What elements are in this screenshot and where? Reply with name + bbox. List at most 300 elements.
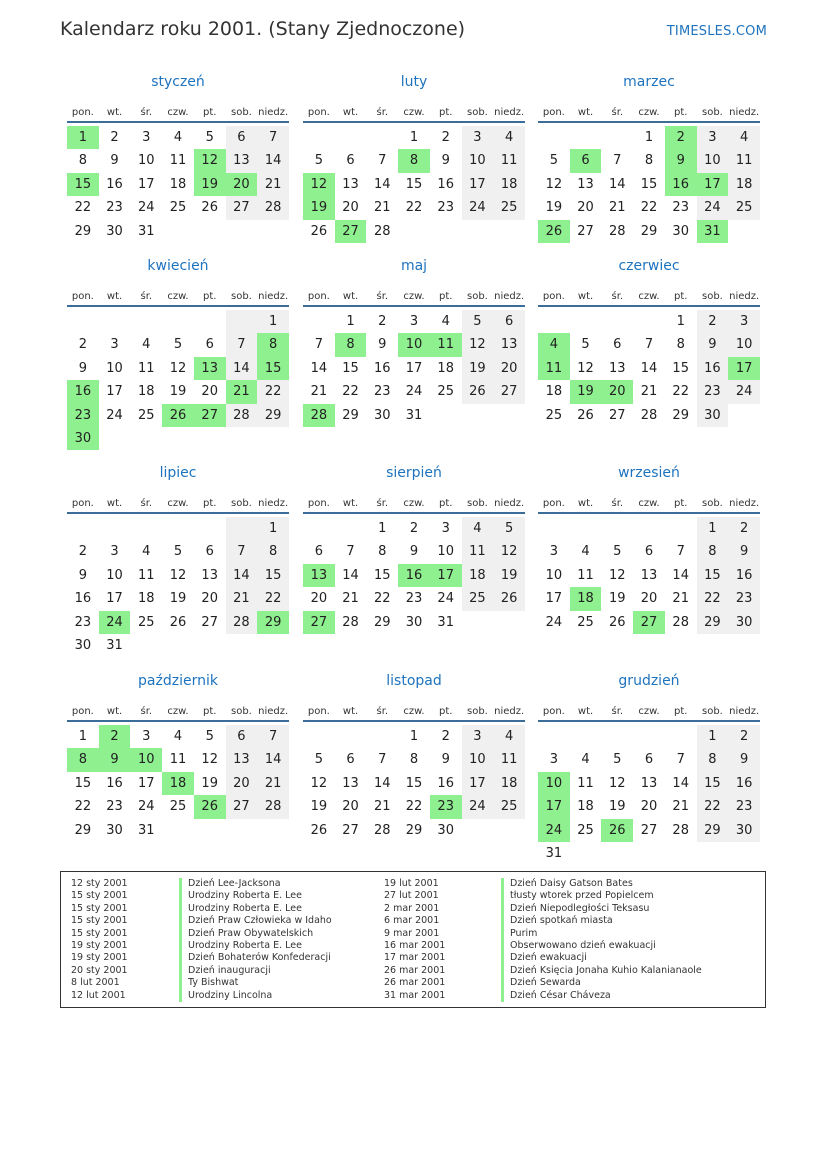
day-cell: 26 [201, 200, 218, 216]
day-cell: 12 [169, 360, 187, 376]
day-cell: 22 [374, 591, 391, 607]
day-cell: 2 [728, 517, 760, 540]
day-cell: 8 [398, 149, 430, 172]
day-cell: 11 [577, 567, 594, 583]
day-cell: 29 [257, 611, 289, 634]
empty-cell [162, 220, 194, 243]
day-cell: 6 [644, 544, 654, 560]
day-cell: 20 [640, 799, 658, 815]
empty-cell [538, 725, 570, 748]
day-cell: 4 [462, 517, 494, 540]
day-cell: 12 [201, 752, 218, 768]
holiday-list [60, 871, 766, 1008]
day-cell: 29 [405, 822, 423, 838]
day-cell: 17 [462, 772, 494, 795]
empty-cell [430, 220, 462, 243]
day-cell: 10 [437, 544, 454, 560]
day-cell: 5 [314, 153, 323, 169]
day-cell: 8 [67, 748, 99, 771]
month-name: marzec [623, 74, 675, 90]
day-cell: 9 [99, 748, 131, 771]
day-cell: 1 [378, 521, 387, 536]
empty-cell [430, 404, 462, 427]
day-cell: 30 [672, 223, 689, 239]
weekday-label: czw. [638, 498, 660, 509]
day-cell: 4 [581, 544, 590, 560]
day-cell: 4 [441, 314, 450, 329]
weekday-label: pon. [71, 498, 94, 509]
day-cell: 18 [570, 587, 602, 610]
day-cell: 29 [697, 819, 729, 842]
day-cell: 8 [409, 752, 419, 768]
empty-cell [601, 310, 633, 333]
day-cell: 17 [697, 173, 729, 196]
day-cell: 6 [644, 752, 654, 768]
day-cell: 16 [398, 564, 430, 587]
day-cell: 3 [110, 337, 119, 353]
holiday-date: 6 mar 2001 [384, 915, 440, 927]
day-cell: 11 [493, 149, 525, 172]
day-cell: 13 [201, 567, 218, 583]
day-cell: 26 [194, 795, 226, 818]
day-cell: 3 [110, 544, 119, 560]
weekday-header [303, 695, 525, 722]
day-cell: 4 [728, 126, 760, 149]
day-cell: 13 [640, 567, 658, 583]
day-cell: 26 [462, 380, 494, 403]
day-cell: 25 [545, 407, 563, 423]
day-cell: 24 [437, 591, 454, 607]
day-cell: 17 [728, 357, 760, 380]
holiday-name: Dzień Praw Człowieka w Idaho [179, 915, 332, 927]
day-cell: 23 [74, 614, 92, 630]
empty-cell [194, 517, 226, 540]
empty-cell [257, 427, 289, 450]
day-cell: 19 [493, 564, 525, 587]
empty-cell [162, 310, 194, 333]
holiday-name: Dzień spotkań miasta [501, 915, 613, 927]
day-cell: 11 [138, 567, 155, 583]
holiday-name: Purim [501, 928, 537, 940]
day-cell: 19 [570, 380, 602, 403]
day-cell: 12 [169, 567, 187, 583]
day-cell: 21 [226, 587, 258, 610]
day-cell: 8 [378, 544, 387, 560]
day-cell: 23 [106, 200, 123, 216]
weekday-label: wt. [577, 107, 594, 118]
empty-cell [303, 725, 335, 748]
day-grid [538, 725, 760, 865]
weekday-label: pon. [71, 107, 94, 118]
day-cell: 19 [169, 591, 187, 607]
day-cell: 16 [665, 173, 697, 196]
holiday-date: 8 lut 2001 [71, 977, 120, 989]
weekday-label: pon. [71, 291, 94, 302]
empty-cell [493, 220, 525, 243]
day-cell: 11 [493, 748, 525, 771]
day-cell: 6 [493, 310, 525, 333]
month-name: kwiecień [147, 258, 209, 274]
month-3 [538, 72, 760, 243]
day-grid [303, 126, 525, 243]
day-cell: 2 [441, 130, 450, 145]
day-cell: 13 [609, 360, 626, 376]
day-cell: 5 [462, 310, 494, 333]
month-8 [303, 463, 525, 634]
day-cell: 16 [697, 357, 729, 380]
brand-link[interactable]: TIMESLES.COM [666, 24, 767, 39]
empty-cell [194, 310, 226, 333]
day-cell: 7 [613, 153, 622, 169]
month-4 [67, 256, 289, 450]
day-cell: 18 [728, 173, 760, 196]
month-name: grudzień [618, 673, 680, 689]
day-cell: 13 [342, 775, 359, 791]
day-cell: 9 [728, 748, 760, 771]
day-cell: 4 [493, 725, 525, 748]
holiday-name: Dzień Niepodległości Teksasu [501, 903, 649, 915]
day-cell: 8 [644, 153, 654, 169]
day-cell: 11 [169, 752, 187, 768]
day-cell: 26 [538, 220, 570, 243]
day-cell: 16 [74, 591, 92, 607]
day-cell: 2 [78, 337, 87, 353]
day-cell: 29 [697, 611, 729, 634]
empty-cell [633, 517, 665, 540]
weekday-label: sob. [230, 291, 252, 302]
day-cell: 22 [257, 587, 289, 610]
day-cell: 22 [697, 587, 729, 610]
month-12 [538, 671, 760, 865]
day-cell: 25 [728, 196, 760, 219]
month-name: lipiec [159, 465, 197, 481]
weekday-label: pt. [673, 291, 688, 302]
day-cell: 9 [78, 360, 87, 376]
day-cell: 2 [110, 130, 119, 145]
empty-cell [665, 725, 697, 748]
day-cell: 19 [201, 775, 218, 791]
weekday-label: sob. [466, 107, 488, 118]
day-cell: 6 [346, 752, 355, 768]
month-9 [538, 463, 760, 634]
day-cell: 1 [409, 130, 419, 145]
weekday-label: śr. [376, 107, 389, 118]
empty-cell [398, 220, 430, 243]
holiday-name: Urodziny Lincolna [179, 990, 272, 1002]
day-cell: 16 [437, 176, 454, 192]
day-cell: 9 [441, 752, 450, 768]
day-cell: 15 [405, 176, 423, 192]
day-grid [538, 126, 760, 243]
day-grid [538, 517, 760, 634]
day-cell: 6 [613, 337, 622, 353]
weekday-label: czw. [638, 107, 660, 118]
weekday-label: pon. [542, 498, 565, 509]
day-cell: 13 [303, 564, 335, 587]
day-cell: 30 [374, 407, 391, 423]
day-cell: 4 [173, 130, 183, 145]
day-cell: 8 [335, 333, 367, 356]
day-cell: 5 [314, 752, 323, 768]
weekday-label: niedz. [258, 291, 289, 302]
day-cell: 23 [430, 795, 462, 818]
day-cell: 22 [342, 384, 359, 400]
day-cell: 15 [672, 360, 689, 376]
day-cell: 12 [303, 173, 335, 196]
day-cell: 17 [462, 173, 494, 196]
weekday-label: wt. [106, 291, 123, 302]
page-title: Kalendarz roku 2001. (Stany Zjednoczone) [60, 18, 466, 40]
empty-cell [462, 611, 494, 634]
weekday-label: śr. [611, 498, 624, 509]
day-cell: 11 [462, 540, 494, 563]
day-cell: 23 [106, 799, 123, 815]
day-cell: 2 [728, 725, 760, 748]
empty-cell [570, 310, 602, 333]
month-11 [303, 671, 525, 842]
day-cell: 22 [405, 799, 423, 815]
weekday-label: śr. [140, 498, 153, 509]
day-cell: 30 [728, 611, 760, 634]
day-grid [67, 517, 289, 657]
day-cell: 17 [405, 360, 423, 376]
day-cell: 2 [441, 729, 450, 744]
day-cell: 15 [342, 360, 359, 376]
empty-cell [130, 634, 162, 657]
empty-cell [194, 427, 226, 450]
empty-cell [226, 819, 258, 842]
empty-cell [601, 126, 633, 149]
weekday-label: sob. [230, 107, 252, 118]
weekday-label: niedz. [258, 107, 289, 118]
weekday-header [67, 96, 289, 123]
day-cell: 25 [462, 587, 494, 610]
day-cell: 10 [697, 149, 729, 172]
day-cell: 23 [437, 200, 454, 216]
weekday-label: śr. [140, 706, 153, 717]
day-cell: 5 [581, 337, 590, 353]
empty-cell [67, 517, 99, 540]
day-cell: 27 [633, 611, 665, 634]
empty-cell [162, 427, 194, 450]
holiday-date: 27 lut 2001 [384, 890, 439, 902]
empty-cell [162, 517, 194, 540]
empty-cell [633, 310, 665, 333]
day-cell: 12 [609, 775, 626, 791]
day-cell: 24 [462, 795, 494, 818]
empty-cell [366, 725, 398, 748]
day-cell: 5 [173, 544, 183, 560]
day-cell: 15 [640, 176, 658, 192]
day-cell: 5 [613, 752, 622, 768]
empty-cell [493, 819, 525, 842]
day-cell: 7 [226, 540, 258, 563]
day-cell: 26 [609, 614, 626, 630]
day-cell: 14 [672, 567, 689, 583]
day-cell: 14 [257, 748, 289, 771]
weekday-label: pon. [307, 291, 330, 302]
day-cell: 4 [581, 752, 590, 768]
day-cell: 24 [138, 200, 155, 216]
day-cell: 29 [257, 404, 289, 427]
day-cell: 16 [728, 772, 760, 795]
day-cell: 24 [462, 196, 494, 219]
holiday-name: Dzień Sewarda [501, 977, 581, 989]
day-cell: 10 [728, 333, 760, 356]
weekday-header [538, 695, 760, 722]
month-name: październik [138, 673, 218, 689]
weekday-label: sob. [466, 498, 488, 509]
day-cell: 24 [405, 384, 423, 400]
empty-cell [130, 517, 162, 540]
day-cell: 30 [106, 822, 123, 838]
holiday-name: Dzień César Cháveza [501, 990, 611, 1002]
day-cell: 2 [78, 544, 87, 560]
weekday-label: pon. [307, 706, 330, 717]
weekday-label: pt. [673, 107, 688, 118]
day-cell: 15 [74, 775, 92, 791]
day-cell: 13 [226, 149, 258, 172]
holiday-date: 15 sty 2001 [71, 927, 128, 939]
month-6 [538, 256, 760, 427]
day-cell: 15 [697, 772, 729, 795]
month-name: wrzesień [618, 465, 680, 481]
day-cell: 25 [493, 795, 525, 818]
day-cell: 2 [409, 521, 419, 536]
empty-cell [194, 634, 226, 657]
holiday-name: Dzień Daisy Gatson Bates [501, 878, 633, 890]
day-cell: 26 [169, 614, 187, 630]
holiday-date: 26 mar 2001 [384, 964, 446, 976]
weekday-header [538, 487, 760, 514]
day-cell: 27 [335, 220, 367, 243]
day-cell: 10 [398, 333, 430, 356]
day-cell: 21 [609, 200, 626, 216]
weekday-label: sob. [230, 706, 252, 717]
day-cell: 21 [640, 384, 658, 400]
weekday-label: wt. [577, 706, 594, 717]
empty-cell [226, 634, 258, 657]
day-cell: 14 [310, 360, 328, 376]
empty-cell [335, 725, 367, 748]
weekday-label: śr. [376, 291, 389, 302]
empty-cell [257, 819, 289, 842]
day-cell: 27 [609, 407, 626, 423]
weekday-header [538, 96, 760, 123]
day-cell: 24 [138, 799, 155, 815]
holiday-date: 19 sty 2001 [71, 952, 128, 964]
empty-cell [130, 310, 162, 333]
day-cell: 20 [310, 591, 328, 607]
day-cell: 1 [346, 314, 355, 329]
holiday-name: Ty Bishwat [179, 977, 238, 989]
day-cell: 20 [201, 384, 218, 400]
weekday-label: wt. [106, 706, 123, 717]
empty-cell [67, 310, 99, 333]
day-cell: 3 [409, 314, 419, 329]
holiday-name: Urodziny Roberta E. Lee [179, 903, 302, 915]
day-cell: 9 [110, 153, 119, 169]
day-cell: 19 [303, 196, 335, 219]
holiday-date: 12 sty 2001 [71, 878, 128, 889]
weekday-label: wt. [106, 107, 123, 118]
day-cell: 25 [437, 384, 454, 400]
day-cell: 24 [545, 614, 563, 630]
empty-cell [303, 517, 335, 540]
empty-cell [538, 310, 570, 333]
holiday-date: 9 mar 2001 [384, 927, 440, 939]
day-cell: 25 [138, 407, 155, 423]
day-cell: 30 [728, 819, 760, 842]
day-cell: 26 [577, 407, 594, 423]
day-cell: 20 [493, 357, 525, 380]
weekday-label: sob. [466, 291, 488, 302]
weekday-label: pt. [438, 107, 453, 118]
weekday-label: sob. [230, 498, 252, 509]
day-cell: 12 [310, 775, 328, 791]
day-cell: 10 [106, 567, 123, 583]
day-cell: 27 [201, 614, 218, 630]
holiday-date: 16 mar 2001 [384, 940, 446, 951]
empty-cell [601, 725, 633, 748]
day-cell: 3 [142, 729, 151, 744]
month-5 [303, 256, 525, 427]
day-cell: 17 [106, 384, 123, 400]
weekday-label: czw. [403, 107, 425, 118]
day-cell: 3 [142, 130, 151, 145]
day-cell: 11 [169, 153, 187, 169]
day-cell: 6 [205, 337, 214, 353]
empty-cell [257, 634, 289, 657]
day-cell: 6 [226, 126, 258, 149]
day-cell: 27 [303, 611, 335, 634]
day-cell: 10 [138, 153, 155, 169]
weekday-label: pt. [673, 706, 688, 717]
empty-cell [303, 310, 335, 333]
holiday-date: 31 mar 2001 [384, 989, 446, 1001]
day-cell: 15 [67, 173, 99, 196]
day-cell: 22 [640, 200, 658, 216]
weekday-label: czw. [403, 706, 425, 717]
day-cell: 14 [257, 149, 289, 172]
day-cell: 24 [106, 407, 123, 423]
day-cell: 1 [676, 314, 685, 329]
day-cell: 24 [728, 380, 760, 403]
day-cell: 21 [342, 591, 359, 607]
day-cell: 31 [138, 223, 155, 239]
day-cell: 19 [609, 591, 626, 607]
day-cell: 4 [142, 544, 151, 560]
weekday-label: wt. [106, 498, 123, 509]
day-cell: 28 [303, 404, 335, 427]
month-name: czerwiec [618, 258, 680, 274]
day-cell: 25 [169, 200, 187, 216]
weekday-label: wt. [342, 107, 359, 118]
weekday-label: śr. [611, 107, 624, 118]
day-cell: 8 [257, 333, 289, 356]
day-cell: 1 [67, 126, 99, 149]
day-cell: 27 [226, 795, 258, 818]
day-cell: 19 [169, 384, 187, 400]
day-cell: 3 [441, 521, 450, 536]
empty-cell [728, 404, 760, 427]
day-cell: 29 [640, 223, 658, 239]
day-cell: 31 [106, 637, 123, 653]
day-cell: 31 [138, 822, 155, 838]
empty-cell [194, 819, 226, 842]
holiday-date: 19 sty 2001 [71, 940, 128, 951]
day-cell: 14 [342, 567, 359, 583]
